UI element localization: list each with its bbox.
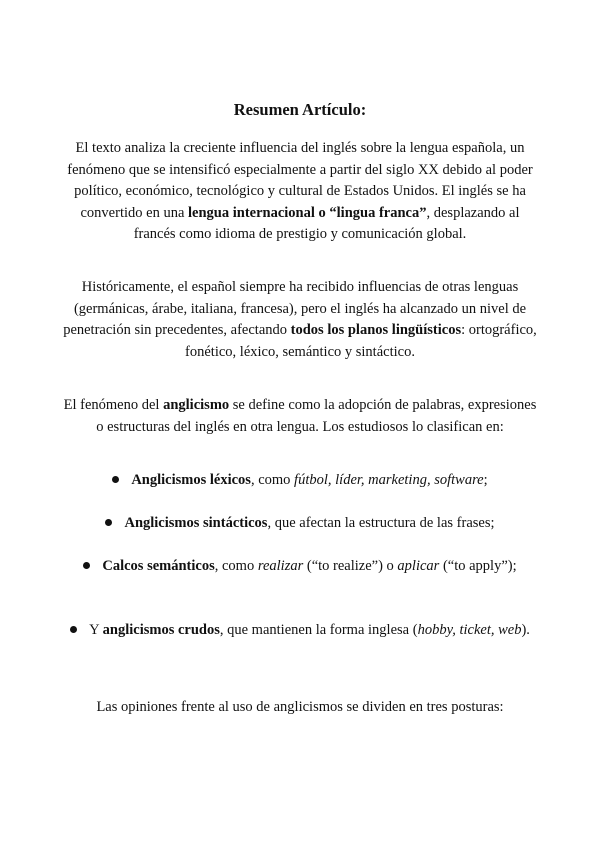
list-item-text: , que afectan la estructura de las frases; xyxy=(267,515,495,531)
list-item-text: (“to realize”) o xyxy=(303,558,398,574)
bullet-icon xyxy=(112,476,119,483)
list-item-text: ; xyxy=(483,472,488,488)
paragraph-definition xyxy=(60,395,540,438)
bullet-icon xyxy=(83,562,90,569)
paragraph-text: se define como la adopción de palabras, expresiones o estructuras del inglés en otra lengua. Los estudiosos lo clasifican en: xyxy=(96,397,537,435)
paragraph-text: , desplazando al francés como idioma de prestigio y comunicación global. xyxy=(133,204,520,242)
list-item xyxy=(60,513,540,535)
list-item-text: ). xyxy=(521,622,530,638)
list-item-text: , como xyxy=(250,472,295,488)
list-item xyxy=(60,620,540,642)
list-item xyxy=(60,556,540,578)
italic-examples: hobby, ticket, web xyxy=(417,622,522,638)
page-title: Resumen Artículo: xyxy=(233,100,367,119)
bullet-icon xyxy=(105,519,112,526)
paragraph-text: El fenómeno del xyxy=(63,397,164,413)
italic-examples: fútbol, líder, marketing, software xyxy=(294,472,484,488)
paragraph-intro xyxy=(60,138,540,246)
list-item xyxy=(60,470,540,492)
paragraph-closing: Las opiniones frente al uso de anglicismos se dividen en tres posturas: xyxy=(96,699,504,715)
list-item-text: , como xyxy=(214,558,258,574)
paragraph-text: Históricamente, el español siempre ha recibido influencias de otras lenguas (germánicas, árabe, italiana, francesa), pero el inglés ha alcanzado un nivel de penetración sin precedentes, afectando xyxy=(63,279,527,338)
bold-term: todos los planos lingüísticos xyxy=(290,322,462,338)
list-item-text: Y xyxy=(89,622,103,638)
bold-term: Anglicismos sintácticos xyxy=(124,515,268,531)
list-item-text: (“to apply”); xyxy=(439,558,517,574)
italic-examples: aplicar xyxy=(397,558,440,574)
bold-term: anglicismo xyxy=(163,397,230,413)
bold-term: Anglicismos léxicos xyxy=(131,472,251,488)
paragraph-text: El texto analiza la creciente influencia del inglés sobre la lengua española, un fenómeno que se intensificó especialmente a partir del siglo XX debido al poder político, económico, tecnológico y cultural de Estados Unidos. El inglés se ha convertido en una xyxy=(67,140,533,221)
italic-examples: realizar xyxy=(257,558,304,574)
list-item-text: , que mantienen la forma inglesa ( xyxy=(219,622,418,638)
bold-term: anglicismos crudos xyxy=(102,622,220,638)
bold-term: lengua internacional o “lingua franca” xyxy=(188,204,427,221)
bold-term: Calcos semánticos xyxy=(102,558,215,574)
bullet-icon xyxy=(70,626,77,633)
paragraph-text: : ortográfico, fonético, léxico, semántico y sintáctico. xyxy=(185,322,537,360)
paragraph-history xyxy=(60,277,540,363)
